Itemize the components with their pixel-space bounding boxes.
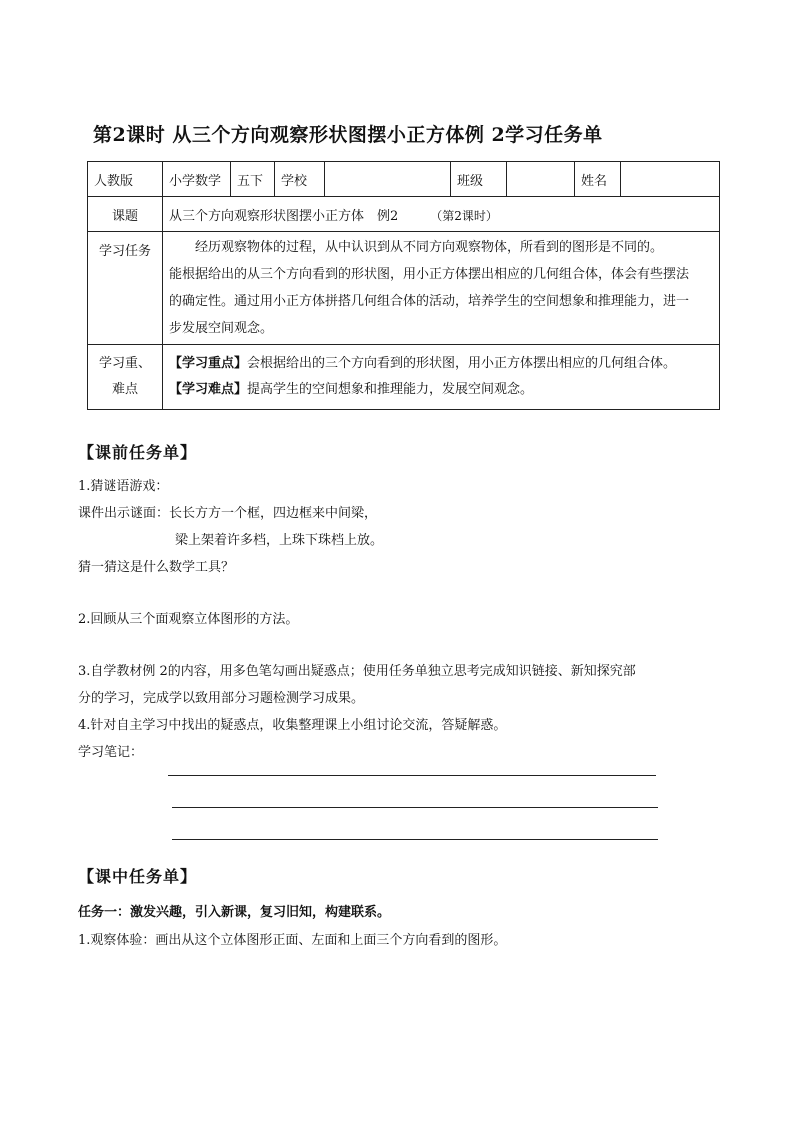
pre-class-heading: 【课前任务单】 xyxy=(78,443,198,462)
difficulty-tag: 【学习难点】 xyxy=(169,382,248,397)
pre-class-item-3-line-1: 3.自学教材例 2的内容，用多色笔勾画出疑惑点；使用任务单独立思考完成知识链接、新知探究部 xyxy=(78,664,636,679)
name-label: 姓名 xyxy=(575,162,621,197)
notes-line[interactable] xyxy=(172,807,658,808)
key-point-tag: 【学习重点】 xyxy=(169,356,248,371)
info-table xyxy=(87,161,720,410)
difficulty-line xyxy=(169,377,713,403)
task-text xyxy=(163,232,720,345)
school-label: 学校 xyxy=(275,162,325,197)
riddle-line-2: 梁上架着许多档，上珠下珠档上放。 xyxy=(175,533,384,548)
notes-label: 学习笔记： xyxy=(78,745,144,760)
observe-instruction: 1.观察体验：画出从这个立体图形正面、左面和上面三个方向看到的图形。 xyxy=(78,933,507,948)
publisher-cell: 人教版 xyxy=(88,162,163,197)
in-class-heading: 【课中任务单】 xyxy=(78,867,198,886)
riddle-line-1: 课件出示谜面：长长方方一个框，四边框来中间梁， xyxy=(78,506,378,521)
notes-line[interactable] xyxy=(168,775,656,776)
subject-cell: 小学数学 xyxy=(163,162,231,197)
pre-class-item-2: 2.回顾从三个面观察立体图形的方法。 xyxy=(78,612,299,627)
table-row xyxy=(88,197,720,232)
key-point-text: 会根据给出的三个方向看到的形状图，用小正方体摆出相应的几何组合体。 xyxy=(247,356,677,371)
page-title: 第2课时 从三个方向观察形状图摆小正方体例 2学习任务单 xyxy=(93,124,603,146)
notes-line[interactable] xyxy=(172,839,658,840)
table-row xyxy=(88,232,720,345)
school-field[interactable] xyxy=(325,162,451,197)
key-points-cell xyxy=(163,345,720,410)
table-row xyxy=(88,162,720,197)
difficulty-text: 提高学生的空间想象和推理能力，发展空间观念。 xyxy=(247,382,534,397)
key-label-line: 难点 xyxy=(111,382,138,397)
table-row xyxy=(88,345,720,410)
pre-class-item-4: 4.针对自主学习中找出的疑惑点，收集整理课上小组讨论交流，答疑解惑。 xyxy=(78,718,507,733)
key-label-line: 学习重、 xyxy=(98,356,151,371)
name-field[interactable] xyxy=(621,162,720,197)
riddle-question: 猜一猜这是什么数学工具？ xyxy=(78,560,235,575)
topic-value-cell xyxy=(163,197,720,232)
task-line: 能根据给出的从三个方向看到的形状图，用小正方体摆出相应的几何组合体，体会有些摆法 xyxy=(169,267,690,282)
task-label: 学习任务 xyxy=(88,232,163,345)
grade-cell: 五下 xyxy=(231,162,275,197)
class-label: 班级 xyxy=(451,162,507,197)
pre-class-item-1: 1.猜谜语游戏： xyxy=(78,479,169,494)
task-line: 步发展空间观念。 xyxy=(169,321,274,336)
key-point-line xyxy=(169,351,713,377)
task-line: 经历观察物体的过程，从中认识到从不同方向观察物体，所看到的图形是不同的。 xyxy=(195,240,664,255)
class-field[interactable] xyxy=(507,162,575,197)
topic-label: 课题 xyxy=(88,197,163,232)
pre-class-item-3-line-2: 分的学习，完成学以致用部分习题检测学习成果。 xyxy=(78,691,365,706)
topic-lesson: （第2课时） xyxy=(430,208,498,223)
topic-value: 从三个方向观察形状图摆小正方体 例2 xyxy=(169,208,399,224)
task-line: 的确定性。通过用小正方体拼搭几何组合体的活动，培养学生的空间想象和推理能力，进一 xyxy=(169,294,690,309)
key-label xyxy=(88,345,163,410)
task-one: 任务一：激发兴趣，引入新课，复习旧知，构建联系。 xyxy=(78,905,391,920)
